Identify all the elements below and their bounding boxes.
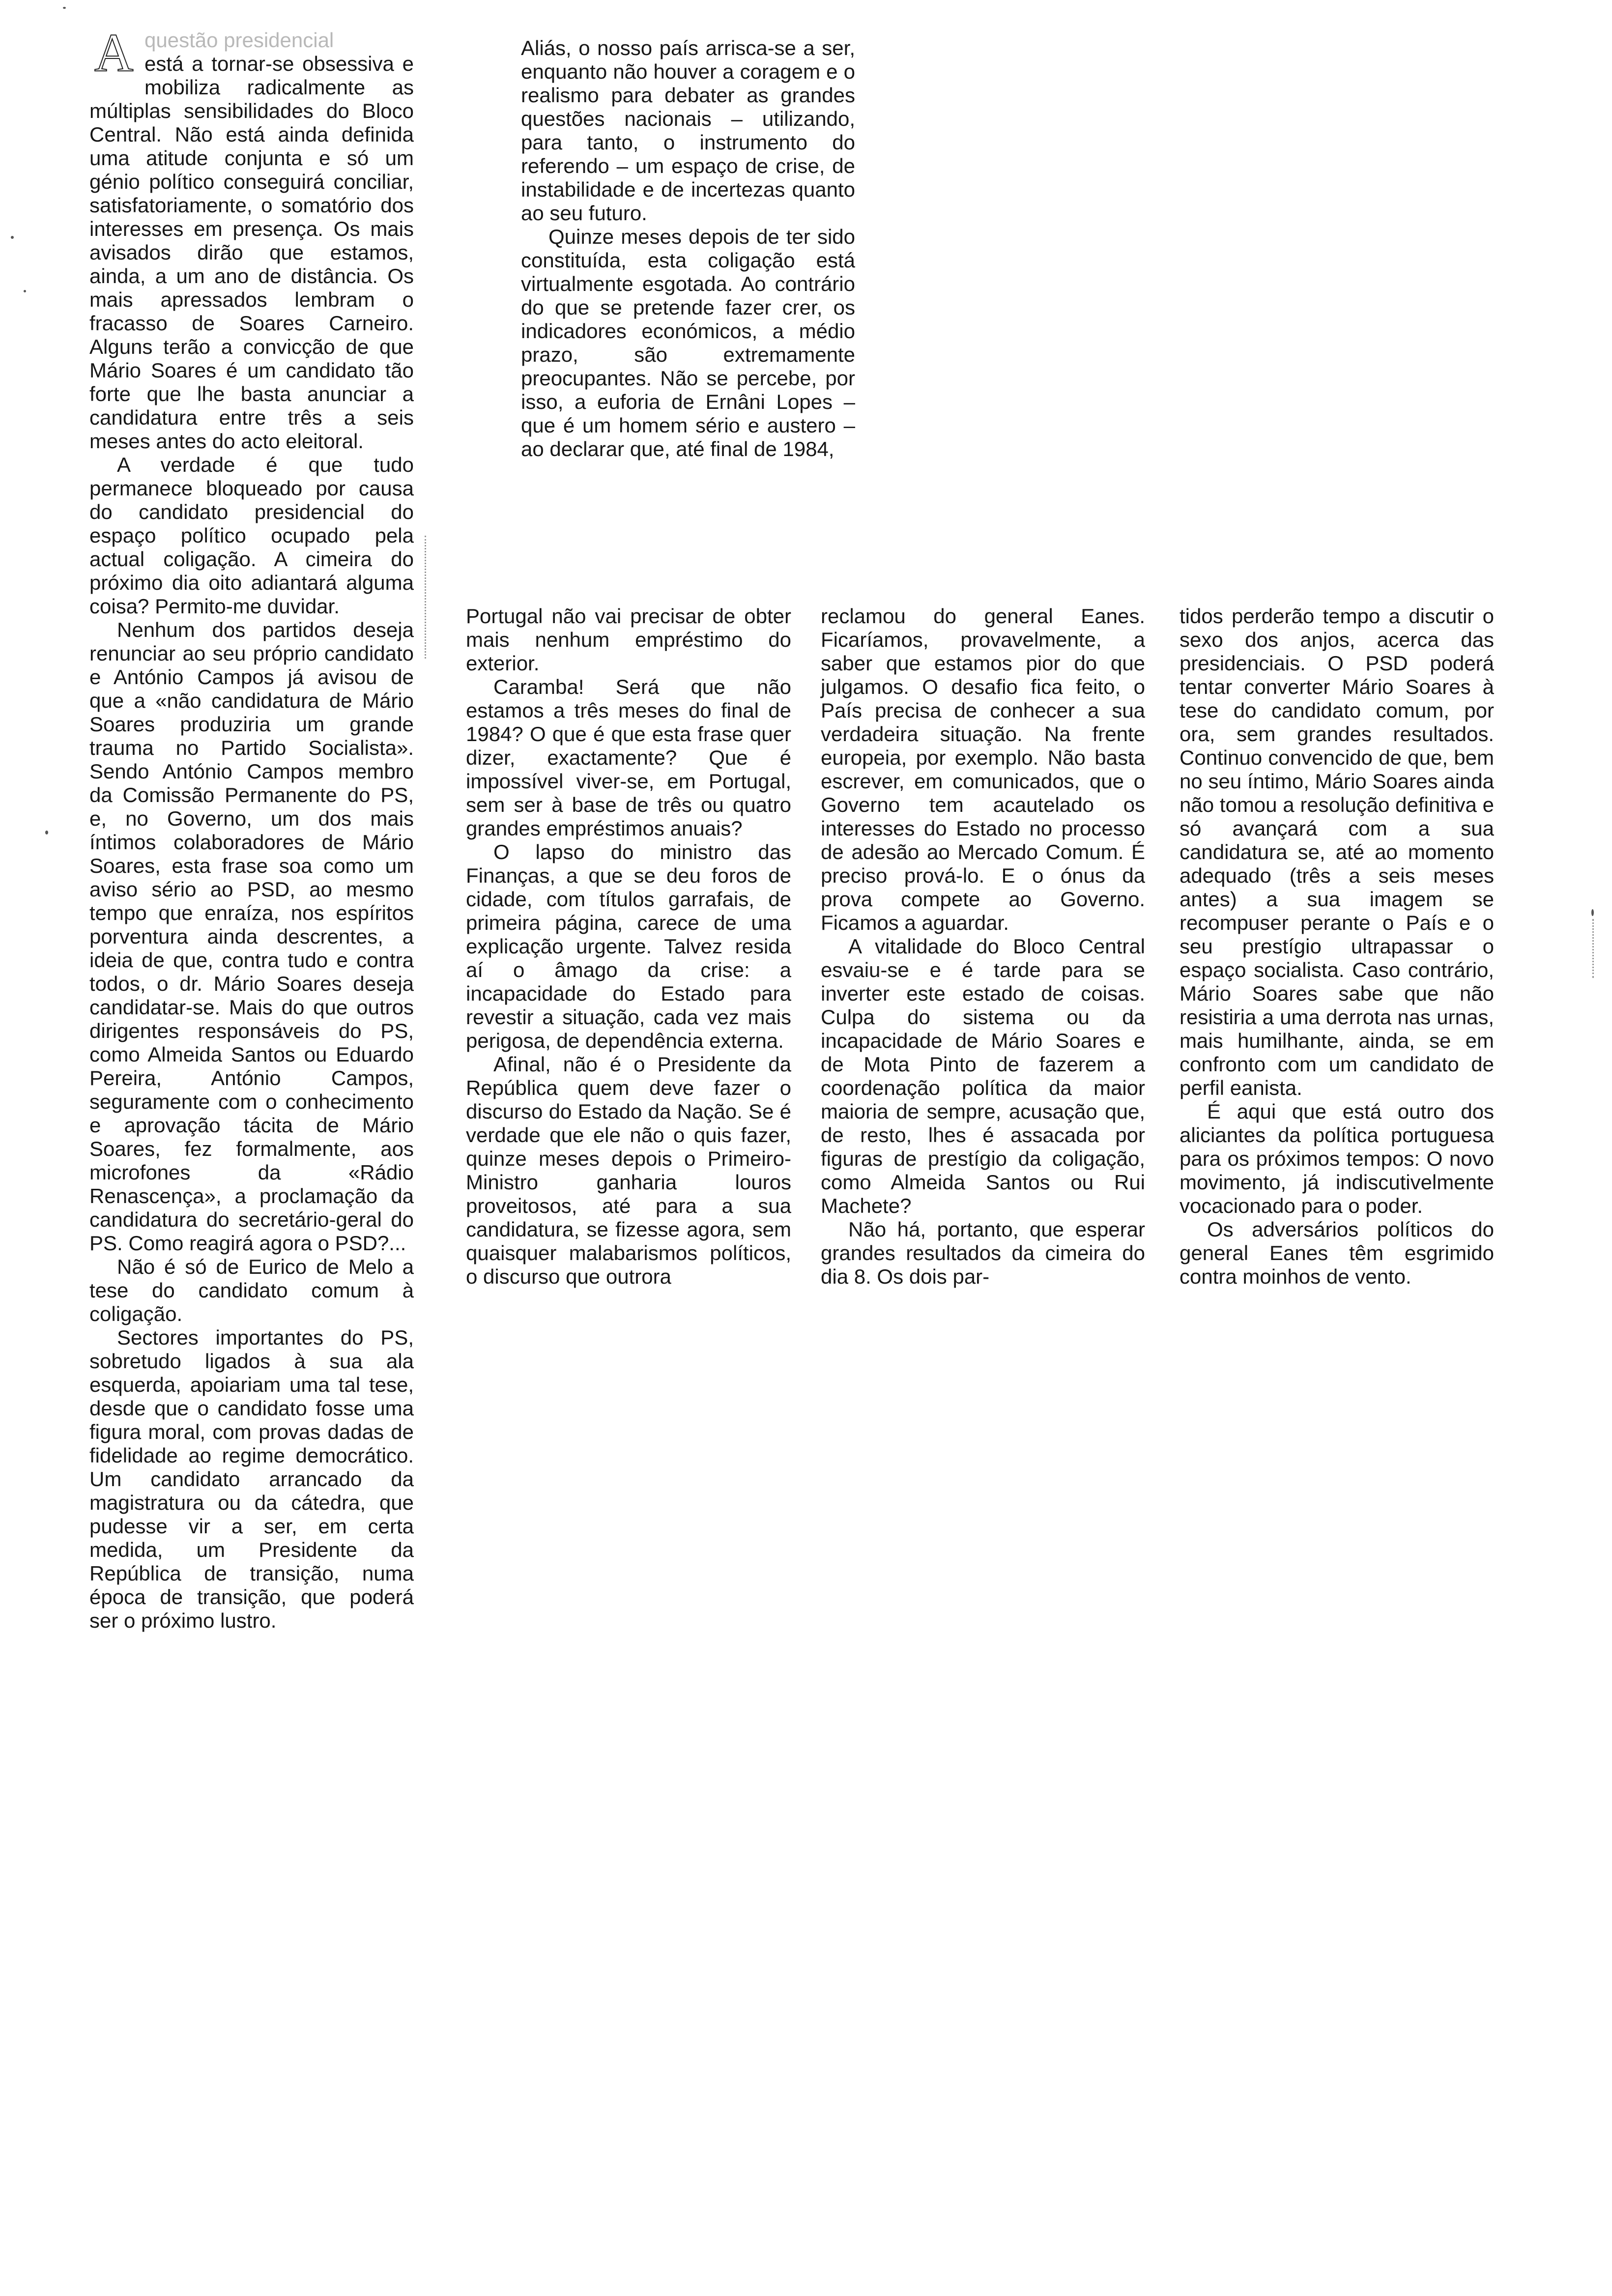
paragraph: Quinze meses depois de ter sido constituída, esta coligação está virtualmente esgotada. Ao contrário do que se pretende fazer crer, os indicadores económicos, a médio prazo, são extremamente preocupantes. Não se percebe, por isso, a euforia de Ernâni Lopes – que é um homem sério e austero – ao declarar que, até final de 1984, xyxy=(521,225,855,460)
paragraph: Não há, portanto, que esperar grandes resultados da cimeira do dia 8. Os dois par- xyxy=(821,1218,1145,1288)
paragraph: Aliás, o nosso país arrisca-se a ser, enquanto não houver a coragem e o realismo para debater as grandes questões nacionais – utilizando, para tanto, o instrumento do referendo – um espaço de crise, de instabilidade e de incertezas quanto ao seu futuro. xyxy=(521,36,855,225)
paragraph: Os adversários políticos do general Eanes têm esgrimido contra moinhos de vento. xyxy=(1180,1218,1494,1288)
paragraph: reclamou do general Eanes. Ficaríamos, provavelmente, a saber que estamos pior do que julgamos. O desafio fica feito, o País precisa de conhecer a sua verdadeira situação. Na frente europeia, por exemplo. Não basta escrever, em comunicados, que o Governo tem acautelado os interesses do Estado no processo de adesão ao Mercado Comum. É preciso prová-lo. E o ónus da prova compete ao Governo. Ficamos a aguardar. xyxy=(821,604,1145,934)
drop-cap-letter: A xyxy=(94,26,134,83)
paragraph: Não é só de Eurico de Melo a tese do candidato comum à coligação. xyxy=(89,1255,414,1325)
scan-speck xyxy=(24,290,26,292)
column-rule xyxy=(425,536,426,659)
paragraph: Caramba! Será que não estamos a três meses do final de 1984? O que é que esta frase quer dizer, exactamente? Que é impossível viver-se, em Portugal, sem ser à base de três ou quatro grandes empréstimos anuais? xyxy=(466,675,791,840)
article-column-5 xyxy=(1180,604,1494,1289)
paragraph: Sectores importantes do PS, sobretudo ligados à sua ala esquerda, apoiariam uma tal tese, desde que o candidato fosse uma figura moral, com provas dadas de fidelidade ao regime democrático. Um candidato arrancado da magistratura ou da cátedra, que pudesse vir a ser, em certa medida, um Presidente da República de transição, numa época de transição, que poderá ser o próximo lustro. xyxy=(89,1326,414,1632)
paragraph: Afinal, não é o Presidente da República quem deve fazer o discurso do Estado da Nação. Se é verdade que ele não o quis fazer, quinze meses depois o Primeiro-Ministro ganharia louros proveitosos, até para a sua candidatura, se fizesse agora, sem quaisquer malabarismos políticos, o discurso que outrora xyxy=(466,1053,791,1288)
paragraph: O lapso do ministro das Finanças, a que se deu foros de cidade, com títulos garrafais, de primeira página, carece de uma explicação urgente. Talvez resida aí o âmago da crise: a incapacidade do Estado para revestir a situação, cada vez mais perigosa, de dependência externa. xyxy=(466,840,791,1052)
article-column-2 xyxy=(521,36,855,461)
drop-cap-icon xyxy=(85,26,139,85)
paragraph: Portugal não vai precisar de obter mais nenhum empréstimo do exterior. xyxy=(466,604,791,675)
scan-speck xyxy=(1591,909,1594,916)
article-column-1 xyxy=(89,26,414,1633)
article-column-4 xyxy=(821,604,1145,1289)
drop-cap xyxy=(85,26,139,85)
paragraph: A vitalidade do Bloco Central esvaiu-se e é tarde para se inverter este estado de coisas. Culpa do sistema ou da incapacidade de Mário Soares e de Mota Pinto de fazerem a coordenação política da maior maioria de sempre, acusação que, de resto, lhes é assacada por figuras de prestígio da coligação, como Almeida Santos ou Rui Machete? xyxy=(821,935,1145,1217)
paragraph: A verdade é que tudo permanece bloqueado por causa do candidato presidencial do espaço político ocupado pela actual coligação. A cimeira do próximo dia oito adiantará alguma coisa? Permito-me duvidar. xyxy=(89,453,414,618)
scan-speck xyxy=(63,7,66,9)
paragraph: Nenhum dos partidos deseja renunciar ao seu próprio candidato e António Campos já avisou de que a «não candidatura de Mário Soares produziria um grande trauma no Partido Socialista». Sendo António Campos membro da Comissão Permanente do PS, e, no Governo, um dos mais íntimos colaboradores de Mário Soares, esta frase soa como um aviso sério ao PSD, ao mesmo tempo que enraíza, nos espíritos porventura ainda descrentes, a ideia de que, contra tudo e contra todos, o dr. Mário Soares deseja candidatar-se. Mais do que outros dirigentes responsáveis do PS, como Almeida Santos ou Eduardo Pereira, António Campos, seguramente com o conhecimento e aprovação tácita de Mário Soares, fez formalmente, aos microfones da «Rádio Renascença», a proclamação da candidatura do secretário-geral do PS. Como reagirá agora o PSD?... xyxy=(89,618,414,1255)
article-column-3 xyxy=(466,604,791,1289)
paragraph: está a tornar-se obsessiva e mobiliza radicalmente as múltiplas sensibilidades do Bloco Central. Não está ainda definida uma atitude conjunta e só um génio político conseguirá conciliar, satisfatoriamente, o somatório dos interesses em presença. Os mais avisados dirão que estamos, ainda, a um ano de distância. Os mais apressados lembram o fracasso de Soares Carneiro. Alguns terão a convicção de que Mário Soares é um candidato tão forte que lhe basta anunciar a candidatura entre três a seis meses antes do acto eleitoral. xyxy=(89,52,414,453)
paragraph: tidos perderão tempo a discutir o sexo dos anjos, acerca das presidenciais. O PSD poderá tentar converter Mário Soares à tese do candidato comum, por ora, sem grandes resultados. Continuo convencido de que, bem no seu íntimo, Mário Soares ainda não tomou a resolução definitiva e só avançará com a sua candidatura se, até ao momento adequado (três a seis meses antes) a sua imagem se recompuser perante o País e o seu prestígio ultrapassar o espaço socialista. Caso contrário, Mário Soares sabe que não resistiria a uma derrota nas urnas, mais humilhante, ainda, se em confronto com um candidato de perfil eanista. xyxy=(1180,604,1494,1099)
faint-heading-line: questão presidencial xyxy=(144,29,334,52)
margin-mark xyxy=(1592,919,1594,978)
scan-speck xyxy=(11,236,14,239)
paragraph: É aqui que está outro dos aliciantes da política portuguesa para os próximos tempos: O novo movimento, já indiscutivelmente vocacionado para o poder. xyxy=(1180,1100,1494,1217)
scan-speck xyxy=(45,831,48,834)
